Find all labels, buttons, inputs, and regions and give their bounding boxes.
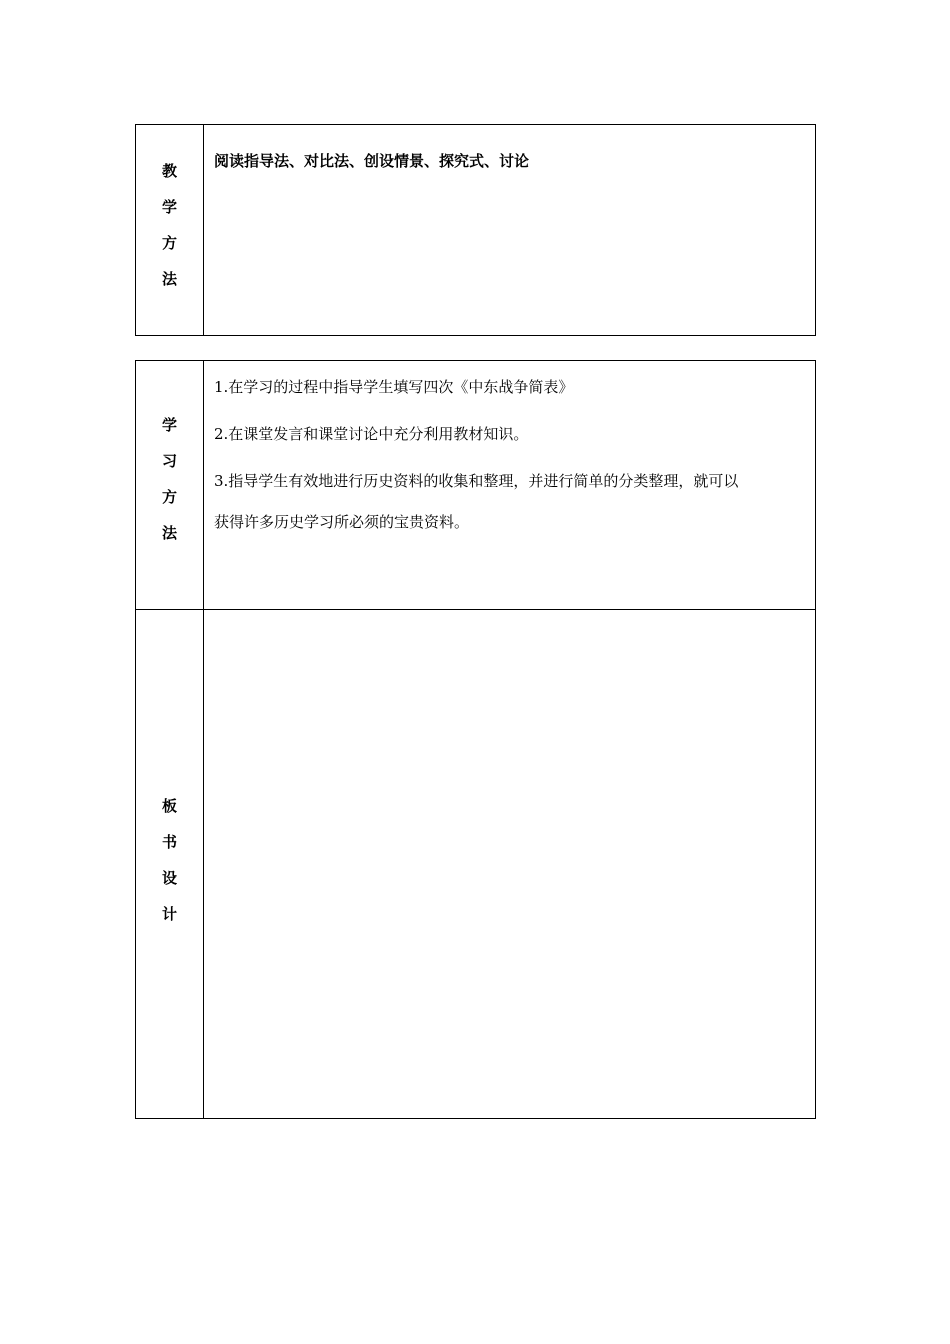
teaching-methods-label bbox=[136, 153, 203, 297]
label-char: 法 bbox=[161, 270, 177, 288]
board-design-label-cell bbox=[136, 610, 204, 1118]
board-design-row bbox=[136, 609, 815, 1118]
teaching-methods-label-cell bbox=[136, 125, 204, 335]
label-char: 教 bbox=[161, 162, 177, 180]
learning-method-item: 获得许多历史学习所必须的宝贵资料。 bbox=[214, 513, 470, 531]
label-char: 法 bbox=[161, 524, 177, 542]
teaching-methods-text: 阅读指导法、对比法、创设情景、探究式、讨论 bbox=[214, 152, 530, 170]
label-char: 方 bbox=[161, 488, 177, 506]
label-char: 板 bbox=[161, 797, 177, 815]
learning-method-item: 2.在课堂发言和课堂讨论中充分利用教材知识。 bbox=[214, 425, 529, 443]
label-char: 学 bbox=[161, 198, 177, 216]
label-char: 学 bbox=[161, 416, 177, 434]
learning-methods-content-cell bbox=[204, 361, 815, 609]
learning-board-table bbox=[135, 360, 816, 1119]
teaching-methods-row bbox=[136, 125, 815, 335]
board-design-label bbox=[136, 788, 203, 932]
label-char: 设 bbox=[161, 869, 177, 887]
teaching-methods-content-cell bbox=[204, 125, 815, 335]
learning-method-item: 1.在学习的过程中指导学生填写四次《中东战争简表》 bbox=[214, 378, 574, 396]
learning-methods-list bbox=[214, 364, 807, 546]
label-char: 计 bbox=[161, 905, 177, 923]
board-design-content-cell bbox=[204, 610, 815, 1118]
learning-methods-label-cell bbox=[136, 361, 204, 609]
learning-methods-row bbox=[136, 361, 815, 609]
teaching-methods-table bbox=[135, 124, 816, 336]
label-char: 方 bbox=[161, 234, 177, 252]
label-char: 习 bbox=[161, 452, 177, 470]
label-char: 书 bbox=[161, 833, 177, 851]
learning-methods-label bbox=[136, 407, 203, 551]
learning-method-item: 3.指导学生有效地进行历史资料的收集和整理，并进行简单的分类整理，就可以 bbox=[214, 472, 739, 490]
